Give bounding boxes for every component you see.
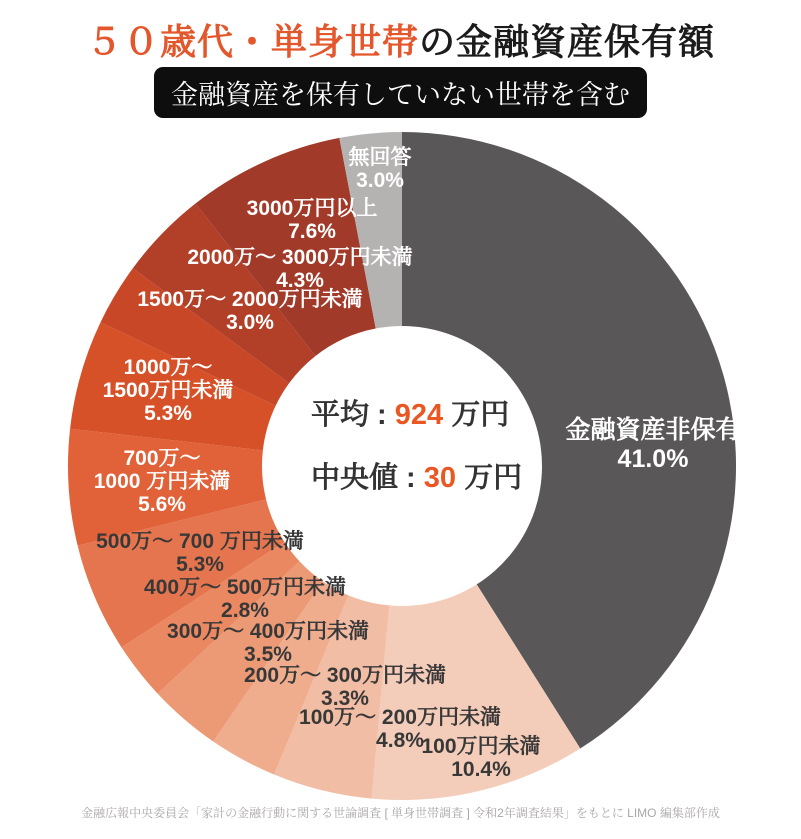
segment-label-line: 4.8%	[376, 729, 424, 752]
segment-label-line: 7.6%	[288, 220, 336, 243]
segment-label-line: 1000 万円未満	[93, 470, 231, 493]
segment-label-line: 1000万～	[123, 356, 213, 379]
subtitle-badge: 金融資産を保有していない世帯を含む	[154, 67, 647, 118]
source-note: 金融広報中央委員会「家計の金融行動に関する世論調査 [ 単身世帯調査 ] 令和2年調査結果」をもとに LIMO 編集部作成	[81, 806, 720, 820]
segment-label	[137, 288, 362, 334]
median-label: 中央値 :	[311, 462, 424, 494]
segment-label	[247, 197, 378, 243]
segment-label-line: 3000万円以上	[246, 197, 378, 220]
segment-label-line: 3.0%	[356, 169, 404, 192]
segment-label-line: 400万～ 500万円未満	[144, 576, 346, 599]
segment-label-line: 5.3%	[176, 553, 224, 576]
segment-label-line: 5.6%	[138, 493, 186, 516]
segment-label	[349, 146, 412, 192]
center-stats	[311, 400, 522, 526]
segment-label-line: 5.3%	[144, 402, 192, 425]
segment-label	[103, 356, 234, 425]
segment-label-line: 2000万～ 3000万円未満	[187, 246, 413, 269]
segment-label-line: 1500万円未満	[102, 379, 234, 402]
median-unit: 万円	[456, 462, 523, 494]
segment-label-line: 3.3%	[321, 687, 369, 710]
segment-label	[565, 416, 740, 474]
segment-label-line: 300万～ 400万円未満	[167, 620, 369, 643]
segment-label-line: 3.5%	[244, 643, 292, 666]
segment-label	[144, 576, 346, 622]
title-rest: の金融資産保有額	[419, 21, 716, 62]
average-stat	[311, 400, 522, 430]
average-value: 924	[394, 399, 444, 431]
segment-label-line: 2.8%	[221, 599, 269, 622]
median-stat	[311, 463, 522, 493]
segment-label	[167, 620, 369, 666]
segment-label-line: 3.0%	[226, 311, 274, 334]
segment-label-line: 700万～	[123, 447, 201, 470]
segment-label-line: 金融資産非保有	[565, 416, 741, 444]
average-unit: 万円	[443, 399, 510, 431]
segment-label	[244, 664, 446, 710]
average-label: 平均 :	[311, 399, 395, 431]
segment-label-line: 100万～ 200万円未満	[299, 706, 501, 729]
segment-label-line: 4.3%	[276, 269, 324, 292]
segment-label-line: 1500万～ 2000万円未満	[137, 288, 363, 311]
segment-label-line: 100万円未満	[421, 735, 541, 758]
segment-label-line: 無回答	[348, 146, 412, 169]
segment-label-line: 10.4%	[451, 758, 511, 781]
segment-label-line: 500万～ 700 万円未満	[96, 530, 304, 553]
title-highlight: ５０歳代・単身世帯	[85, 21, 419, 62]
segment-label-line: 41.0%	[617, 445, 689, 473]
segment-label	[187, 246, 412, 292]
segment-label	[299, 706, 501, 752]
segment-label	[96, 530, 304, 576]
median-value: 30	[423, 462, 457, 494]
segment-label-line: 200万～ 300万円未満	[244, 664, 446, 687]
segment-label	[94, 447, 231, 516]
